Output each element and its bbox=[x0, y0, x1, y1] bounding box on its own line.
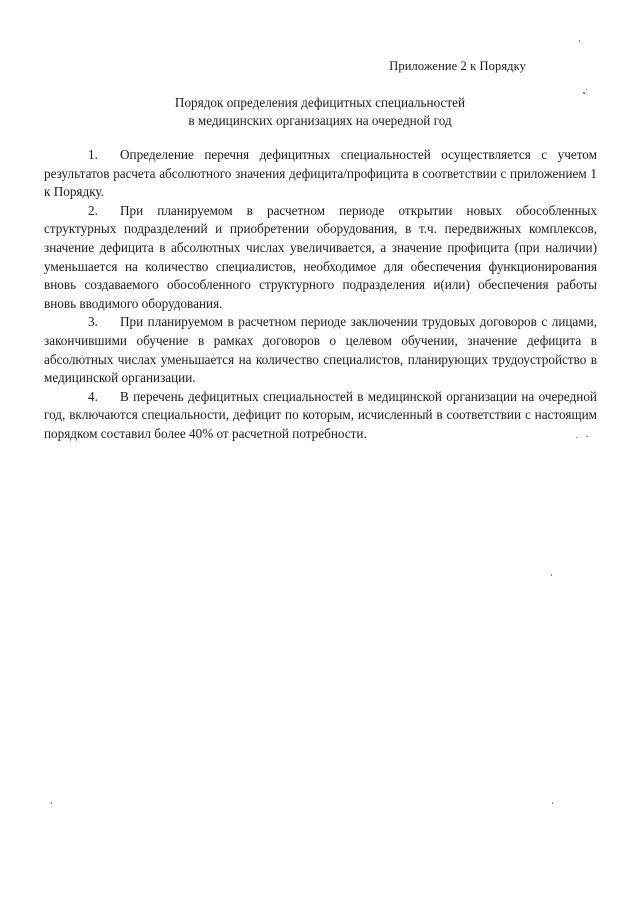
document-body bbox=[44, 146, 597, 444]
title-line-2: в медицинских организациях на очередной год bbox=[188, 113, 452, 128]
annex-reference: Приложение 2 к Порядку bbox=[389, 59, 526, 73]
scan-speck bbox=[586, 436, 588, 437]
scan-speck bbox=[586, 89, 587, 90]
paragraph-number: 1. bbox=[88, 147, 98, 162]
paragraph-number: 2. bbox=[88, 202, 98, 218]
paragraph-text: Определение перечня дефицитных специальностей осуществляется с учетом результатов расчета абсолютного значения дефицита/профицита в соответствии с приложением 1 к Порядку. bbox=[44, 147, 597, 200]
scan-speck bbox=[551, 574, 552, 576]
paragraph-number: 4. bbox=[88, 388, 98, 404]
scan-speck bbox=[583, 92, 585, 94]
scan-speck bbox=[576, 437, 577, 438]
paragraph-number: 3. bbox=[88, 314, 98, 330]
scan-speck bbox=[552, 802, 553, 804]
paragraph-3 bbox=[44, 313, 597, 387]
paragraph-4 bbox=[44, 388, 597, 444]
scan-speck bbox=[51, 802, 52, 804]
paragraph-text: В перечень дефицитных специальностей в медицинской организации на очередной год, включаются специальности, дефицит по которым, исчисленный в соответствии с настоящим порядком составил более 40% от расчетной потребности. bbox=[44, 388, 597, 441]
title-line-1: Порядок определения дефицитных специальностей bbox=[174, 95, 466, 110]
paragraph-text: При планируемом в расчетном периоде открытии новых обособленных структурных подразделений и приобретении оборудования, в т.ч. передвижных комплексов, значение дефицита в абсолютных числах увеличивается, а значение профицита (при наличии) уменьшается на количество специалистов, необходимое для обеспечения функционирования вновь создаваемого обособленного структурного подразделения и(или) обеспечения работы вновь вводимого оборудования. bbox=[44, 202, 597, 311]
paragraph-text: При планируемом в расчетном периоде заключении трудовых договоров с лицами, закончившими обучение в рамках договоров о целевом обучении, значение дефицита в абсолютных числах уменьшается на количество специалистов, планирующих трудоустройство в медицинской организации. bbox=[44, 314, 597, 386]
paragraph-1 bbox=[44, 146, 597, 202]
document-title bbox=[0, 94, 640, 130]
paragraph-2 bbox=[44, 202, 597, 314]
scan-speck bbox=[579, 40, 580, 42]
